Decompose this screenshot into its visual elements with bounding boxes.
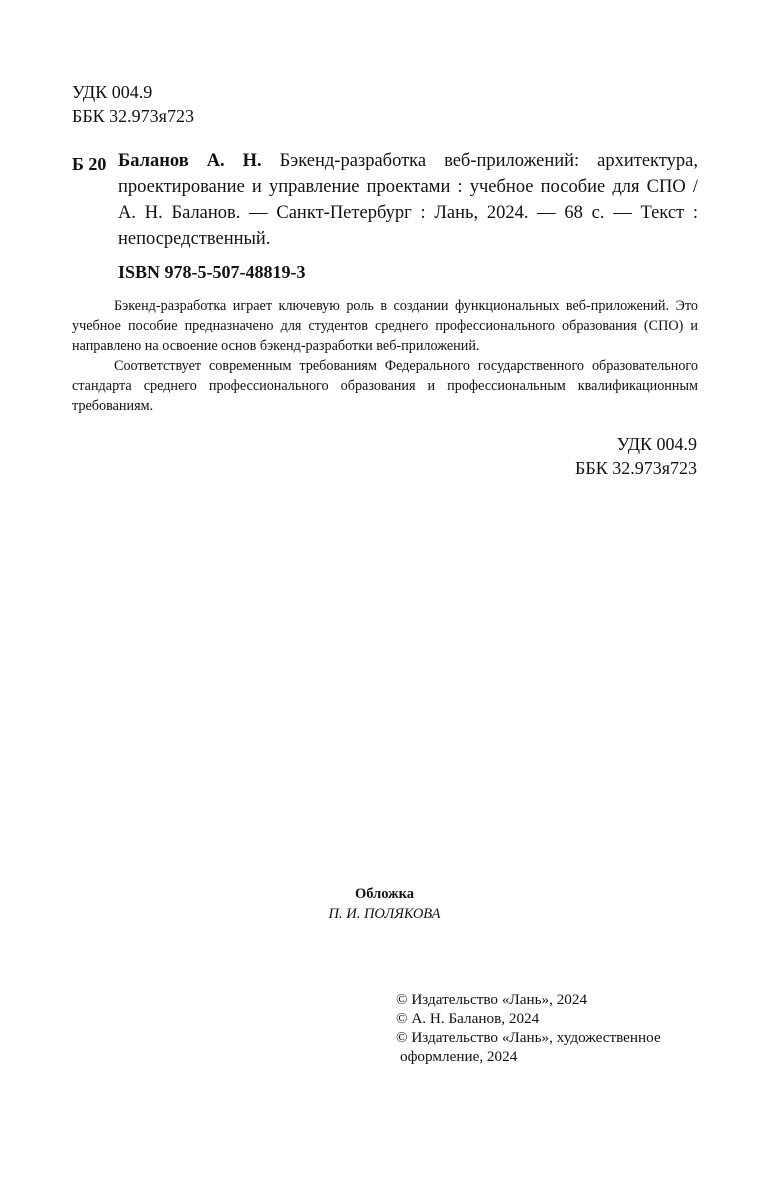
annotation-paragraph-2: Соответствует современным требованиям Федерального государственного образовательного стандарта среднего профессионального образования и профессиональным квалификационным требованиям.: [72, 358, 698, 414]
copyright-line: © Издательство «Лань», художественное: [396, 1029, 661, 1046]
bbk-code: ББК 32.973я723: [72, 106, 194, 126]
copyright-block: [396, 990, 716, 1066]
bbk-code-right: ББК 32.973я723: [575, 458, 697, 478]
annotation-paragraph-1: Бэкенд-разработка играет ключевую роль в создании функциональных веб-приложений. Это учебное пособие предназначено для студентов среднего профессионального образования (СПО) и направлено на освоение основ бэкенд-разработки веб-приложений.: [72, 298, 698, 354]
udk-code: УДК 004.9: [72, 82, 153, 102]
copyright-line: © А. Н. Баланов, 2024: [396, 1010, 540, 1027]
cover-title: Обложка: [354, 886, 415, 902]
isbn: ISBN 978-5-507-48819-3: [118, 262, 306, 282]
classification-bottom: [575, 432, 697, 480]
bibliographic-description: [118, 148, 698, 252]
author-mark: Б 20: [72, 154, 107, 174]
udk-code-right: УДК 004.9: [616, 434, 697, 454]
copyright-line: оформление, 2024: [400, 1048, 518, 1065]
author-name: Баланов А. Н.: [118, 151, 262, 171]
cover-designer: П. И. ПОЛЯКОВА: [328, 906, 441, 922]
copyright-line: © Издательство «Лань», 2024: [396, 991, 588, 1008]
classification-top: [72, 80, 194, 128]
annotation: [72, 296, 698, 416]
cover-credits: [0, 884, 769, 924]
book-description: Бэкенд-разработка веб-приложений: архитектура, проектирование и управление проектами : учебное пособие для СПО / А. Н. Баланов. — Санкт-Петербург : Лань, 2024. — 68 с. — Текст : непосредственный.: [118, 151, 698, 249]
